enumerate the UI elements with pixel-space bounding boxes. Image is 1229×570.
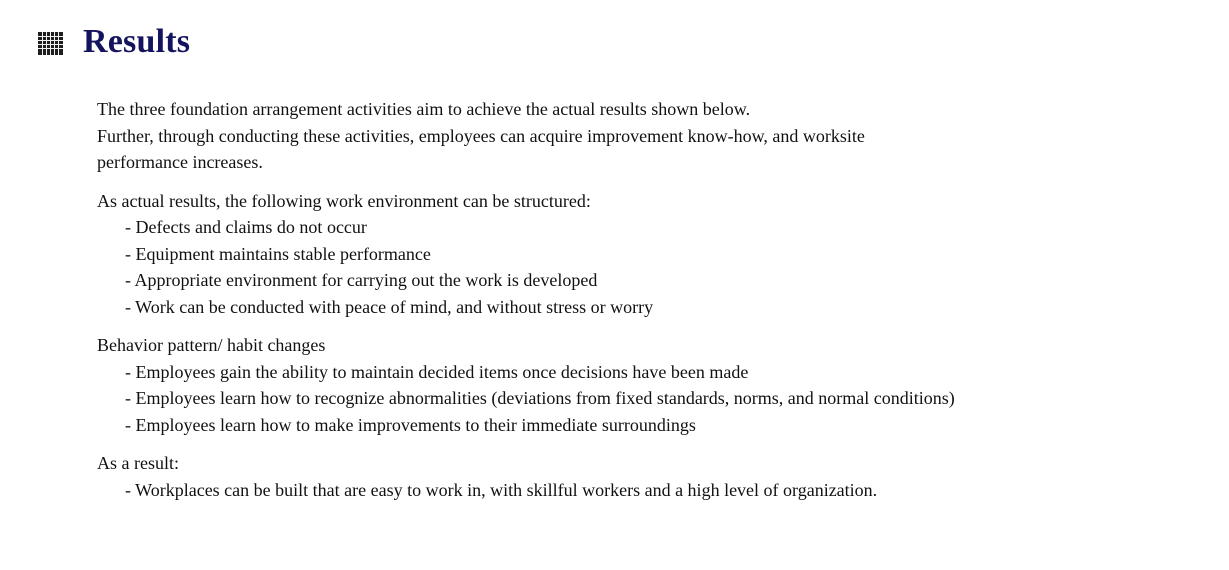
list-item: - Appropriate environment for carrying out the work is developed [125,270,598,290]
section-header: Behavior pattern/ habit changes [97,335,326,355]
list-item: - Work can be conducted with peace of mind, and without stress or worry [125,296,654,317]
work-environment-section [97,188,1217,321]
result-list [97,477,1217,504]
results-body [97,96,1217,503]
section-heading [38,20,190,64]
result-section [97,450,1217,503]
section-header: As actual results, the following work environment can be structured: [97,190,591,211]
section-header: As a result: [97,453,179,473]
intro-line: The three foundation arrangement activities aim to achieve the actual results shown below. [97,99,751,119]
page-title: Results [83,23,191,60]
behavior-section [97,332,1217,438]
work-environment-list [97,214,1217,320]
list-item: - Employees learn how to recognize abnormalities (deviations from fixed standards, norms, and normal conditions) [125,388,955,408]
intro-line: performance increases. [97,152,263,172]
list-item: - Employees gain the ability to maintain decided items once decisions have been made [125,361,749,382]
grid-square-icon [38,32,63,55]
list-item: - Equipment maintains stable performance [125,243,431,264]
intro-paragraph [97,96,1217,176]
behavior-list [97,359,1217,439]
list-item: - Workplaces can be built that are easy to work in, with skillful workers and a high level of organization. [125,479,878,500]
intro-line: Further, through conducting these activities, employees can acquire improvement know-how, and worksite [97,125,865,146]
list-item: - Employees learn how to make improvements to their immediate surroundings [125,414,696,435]
list-item: - Defects and claims do not occur [125,217,367,237]
